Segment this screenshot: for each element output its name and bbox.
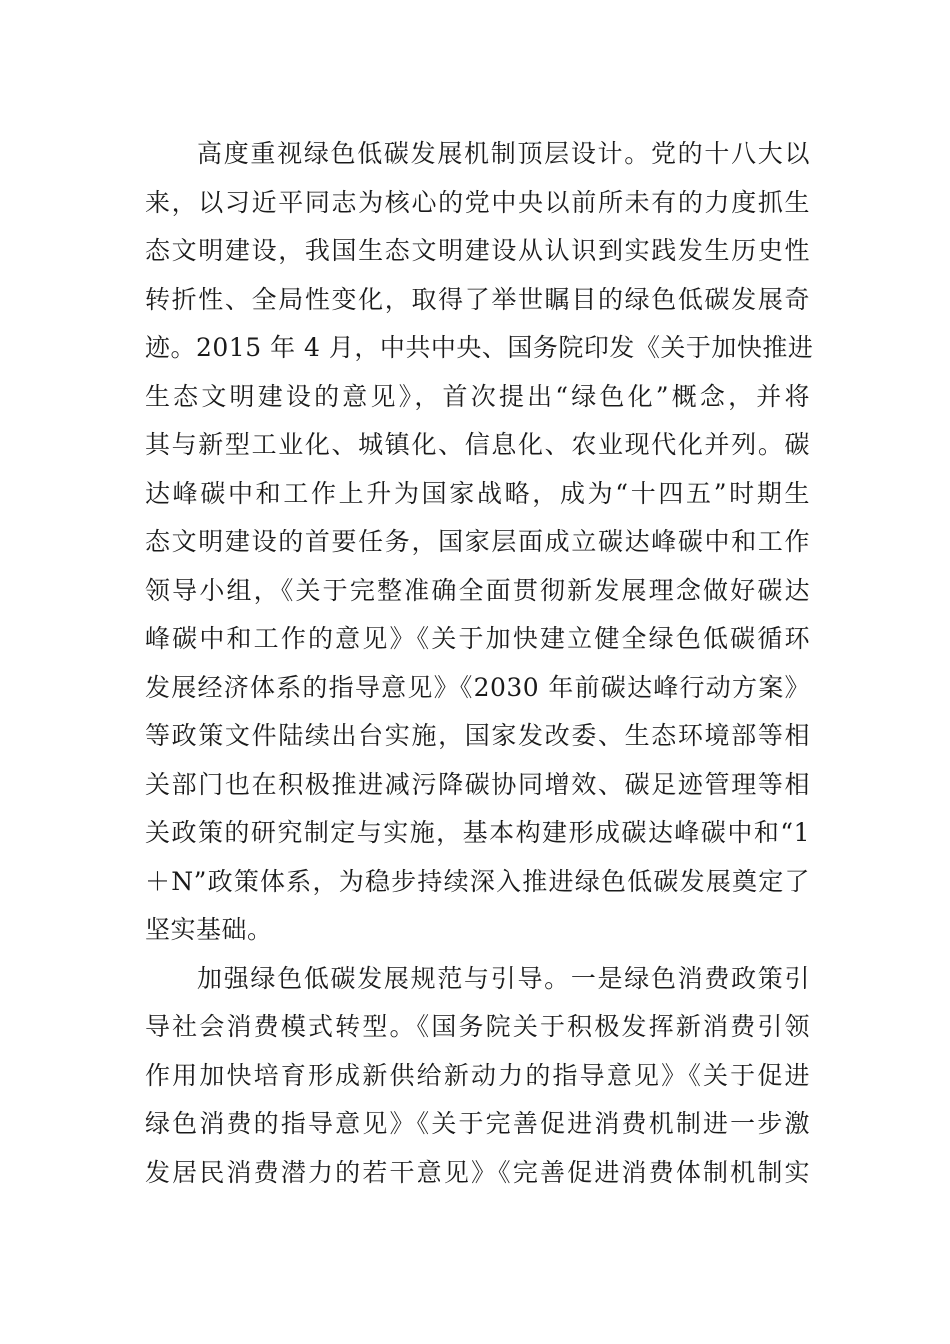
- body-text: [145, 130, 814, 1197]
- paragraph-guidance: [145, 955, 810, 1198]
- text-line: 等政策文件陆续出台实施，国家发改委、生态环境部等相: [145, 721, 810, 750]
- text-line: 其与新型工业化、城镇化、信息化、农业现代化并列。碳: [145, 430, 810, 459]
- text-line: 关部门也在积极推进减污降碳协同增效、碳足迹管理等相: [145, 769, 810, 799]
- text-line: 加强绿色低碳发展规范与引导。一是绿色消费政策引: [197, 963, 810, 993]
- text-line: 转折性、全局性变化，取得了举世瞩目的绿色低碳发展奇: [145, 284, 810, 314]
- text-line: 发展经济体系的指导意见》《2030 年前碳达峰行动方案》: [145, 672, 810, 702]
- text-line: 达峰碳中和工作上升为国家战略，成为“十四五”时期生: [145, 478, 810, 508]
- text-line: 生态文明建设的意见》，首次提出“绿色化”概念，并将: [145, 381, 810, 411]
- text-line: 态文明建设的首要任务，国家层面成立碳达峰碳中和工作: [145, 527, 810, 556]
- text-line: 高度重视绿色低碳发展机制顶层设计。党的十八大以: [197, 139, 810, 168]
- text-line: 导社会消费模式转型。《国务院关于积极发挥新消费引领: [145, 1012, 810, 1041]
- text-line: 坚实基础。: [145, 915, 273, 944]
- paragraph-top-level-design: [145, 130, 814, 955]
- text-line: 关政策的研究制定与实施，基本构建形成碳达峰碳中和“1: [145, 818, 810, 847]
- text-line: 峰碳中和工作的意见》《关于加快建立健全绿色低碳循环: [145, 624, 810, 653]
- text-line: 领导小组，《关于完整准确全面贯彻新发展理念做好碳达: [145, 575, 810, 605]
- text-line: 发居民消费潜力的若干意见》《完善促进消费体制机制实: [145, 1157, 810, 1187]
- text-line: 来，以习近平同志为核心的党中央以前所未有的力度抓生: [145, 187, 810, 217]
- text-line: 迹。2015 年 4 月，中共中央、国务院印发《关于加快推进: [145, 333, 814, 362]
- text-line: 态文明建设，我国生态文明建设从认识到实践发生历史性: [145, 236, 810, 265]
- text-line: 作用加快培育形成新供给新动力的指导意见》《关于促进: [145, 1060, 810, 1090]
- text-line: ＋N”政策体系，为稳步持续深入推进绿色低碳发展奠定了: [145, 866, 810, 896]
- text-line: 绿色消费的指导意见》《关于完善促进消费机制进一步激: [145, 1109, 810, 1138]
